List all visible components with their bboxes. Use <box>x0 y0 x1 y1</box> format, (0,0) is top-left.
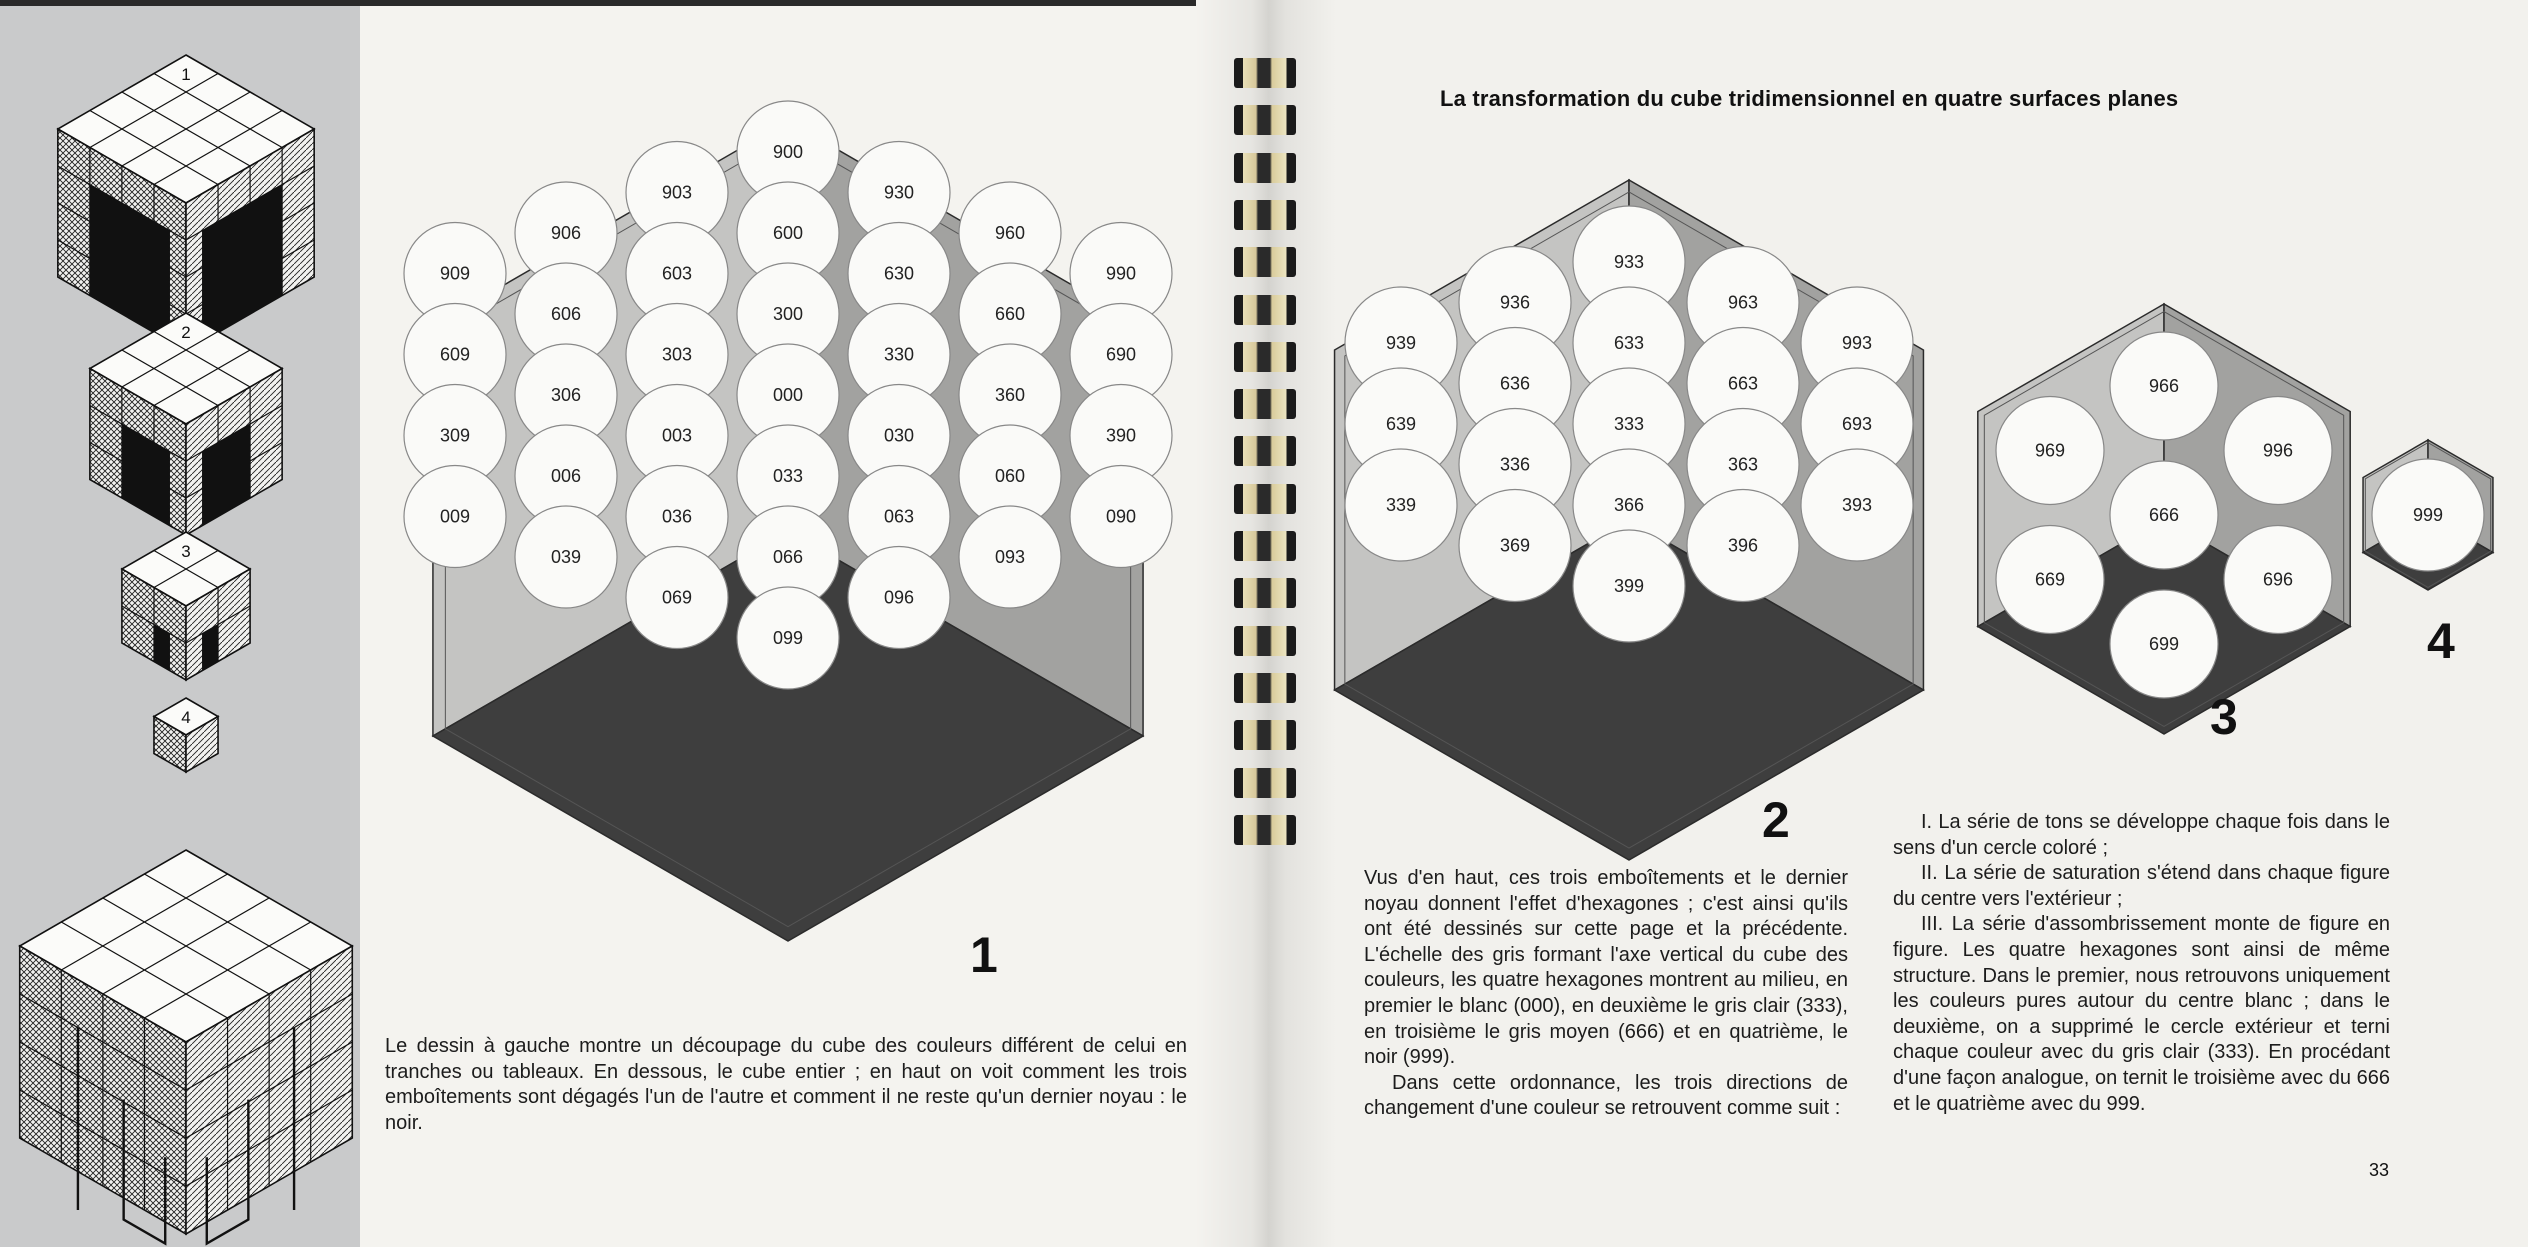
circle-code: 930 <box>883 182 915 203</box>
cube-number: 2 <box>181 323 191 343</box>
color-circle <box>2224 526 2332 634</box>
circle-code: 069 <box>661 587 693 608</box>
color-circle <box>737 587 839 689</box>
circle-code: 093 <box>994 547 1026 567</box>
color-circle <box>515 506 617 608</box>
circle-code: 096 <box>883 587 915 608</box>
hexagon-2 <box>1335 180 1924 860</box>
circle-code: 630 <box>883 263 915 284</box>
color-circle <box>848 547 950 649</box>
circle-code: 996 <box>2262 440 2294 461</box>
circle-code: 600 <box>772 223 804 243</box>
circle-code: 330 <box>883 344 915 365</box>
cube-number: 1 <box>181 65 191 85</box>
circle-code: 099 <box>772 628 804 648</box>
circle-code: 636 <box>1499 373 1531 394</box>
circle-code: 000 <box>772 385 804 405</box>
circle-code: 030 <box>883 425 915 446</box>
color-circle <box>2224 397 2332 505</box>
color-circle <box>1345 449 1457 561</box>
circle-code: 603 <box>661 263 693 284</box>
circle-code: 693 <box>1841 414 1873 434</box>
color-circle <box>1459 490 1571 602</box>
circle-code: 969 <box>2034 440 2066 461</box>
circle-code: 009 <box>439 506 471 527</box>
circle-code: 936 <box>1499 292 1531 313</box>
circle-code: 990 <box>1105 263 1137 284</box>
page-title: La transformation du cube tridimensionnel en quatre surfaces planes <box>1440 86 2179 111</box>
circle-code: 336 <box>1499 454 1531 475</box>
circle-code: 390 <box>1105 425 1137 446</box>
circle-code: 663 <box>1727 373 1759 394</box>
circle-code: 366 <box>1613 495 1645 515</box>
circle-code: 363 <box>1727 454 1759 475</box>
color-circle <box>1687 490 1799 602</box>
color-circle <box>2110 590 2218 698</box>
hexagon-1 <box>404 101 1172 941</box>
circle-code: 360 <box>994 385 1026 405</box>
circle-code: 396 <box>1727 535 1759 556</box>
circle-code: 066 <box>772 547 804 567</box>
color-circle <box>626 547 728 649</box>
circle-code: 060 <box>994 466 1026 486</box>
circle-code: 633 <box>1613 333 1645 353</box>
circle-code: 333 <box>1613 414 1645 434</box>
page-number: 33 <box>2369 1160 2390 1180</box>
cube-number: 3 <box>181 542 191 562</box>
middle-paragraph-1: Vus d'en haut, ces trois emboîtements et le dernier noyau donnent l'effet d'hexagones ; c'est ainsi qu'ils ont été dessinés sur cette page et la précédente. L'échelle des gris formant l'axe vertical du cube des couleurs, les quatre hexagones montrent au milieu, en premier le blanc (000), en deuxième le gris clair (333), en troisième le gris moyen (666) et en quatrième, le noir (999). <box>1364 867 1848 1069</box>
color-circle <box>1996 526 2104 634</box>
circle-code: 903 <box>661 182 693 203</box>
circle-code: 690 <box>1105 344 1137 365</box>
hexagon-4 <box>2363 440 2493 590</box>
circle-code: 003 <box>661 425 693 446</box>
circle-code: 399 <box>1613 576 1645 596</box>
circle-code: 963 <box>1727 292 1759 313</box>
hexagon-4-label: 4 <box>2427 613 2455 669</box>
middle-paragraph-2: Dans cette ordonnance, les trois directions de changement d'une couleur se retrouvent comme suit : <box>1364 1071 1848 1120</box>
color-circle <box>1070 466 1172 568</box>
circle-code: 660 <box>994 304 1026 324</box>
cube-number: 4 <box>181 708 191 728</box>
color-circle <box>959 506 1061 608</box>
circle-code: 699 <box>2148 634 2180 654</box>
right-paragraph-2: II. La série de saturation s'étend dans chaque figure du centre vers l'extérieur ; <box>1893 862 2390 910</box>
circle-code: 669 <box>2034 569 2066 590</box>
circle-code: 999 <box>2412 505 2444 525</box>
hexagon-1-label: 1 <box>970 927 998 983</box>
circle-code: 933 <box>1613 252 1645 272</box>
circle-code: 033 <box>772 466 804 486</box>
circle-code: 939 <box>1385 333 1417 353</box>
circle-code: 036 <box>661 506 693 527</box>
circle-code: 993 <box>1841 333 1873 353</box>
circle-code: 039 <box>550 547 582 567</box>
left-caption: Le dessin à gauche montre un découpage du cube des couleurs différent de celui en tranches ou tableaux. En dessous, le cube entier ; en haut on voit comment les trois emboîtements sont dégagés l'un de l'autre et comment il ne reste qu'un dernier noyau : le noir. <box>385 1035 1187 1134</box>
circle-code: 966 <box>2148 376 2180 396</box>
circle-code: 696 <box>2262 569 2294 590</box>
circle-code: 609 <box>439 344 471 365</box>
middle-text <box>1364 866 1848 1122</box>
circle-code: 300 <box>772 304 804 324</box>
circle-code: 906 <box>550 223 582 243</box>
hexagon-3-label: 3 <box>2210 689 2238 745</box>
circle-code: 900 <box>772 142 804 162</box>
color-circle <box>2110 461 2218 569</box>
circle-code: 090 <box>1105 506 1137 527</box>
hexagon-2-label: 2 <box>1762 792 1790 848</box>
color-circle <box>1996 397 2104 505</box>
hexagon-3 <box>1978 304 2350 734</box>
color-circle <box>2372 459 2484 571</box>
circle-code: 306 <box>550 385 582 405</box>
circle-code: 960 <box>994 223 1026 243</box>
right-paragraph-1: I. La série de tons se développe chaque fois dans le sens d'un cercle coloré ; <box>1893 811 2390 859</box>
circle-code: 303 <box>661 344 693 365</box>
circle-code: 666 <box>2148 505 2180 525</box>
color-circle <box>1573 530 1685 642</box>
circle-code: 606 <box>550 304 582 324</box>
circle-code: 909 <box>439 263 471 284</box>
color-circle <box>1801 449 1913 561</box>
circle-code: 006 <box>550 466 582 486</box>
circle-code: 393 <box>1841 495 1873 515</box>
right-paragraph-3: III. La série d'assombrissement monte de figure en figure. Les quatre hexagones sont ainsi de même structure. Dans le premier, nous retrouvons uniquement les couleurs pures autour du centre blanc ; dans le deuxième, on a supprimé le cercle extérieur et terni chaque couleur avec du gris clair (333). En procédant d'une façon analogue, on ternit le troisième avec du 666 et le quatrième avec du 999. <box>1893 913 2390 1115</box>
circle-code: 339 <box>1385 495 1417 515</box>
circle-code: 063 <box>883 506 915 527</box>
color-circle <box>2110 332 2218 440</box>
color-circle <box>404 466 506 568</box>
right-text <box>1893 810 2390 1117</box>
circle-code: 369 <box>1499 535 1531 556</box>
circle-code: 639 <box>1385 414 1417 434</box>
circle-code: 309 <box>439 425 471 446</box>
